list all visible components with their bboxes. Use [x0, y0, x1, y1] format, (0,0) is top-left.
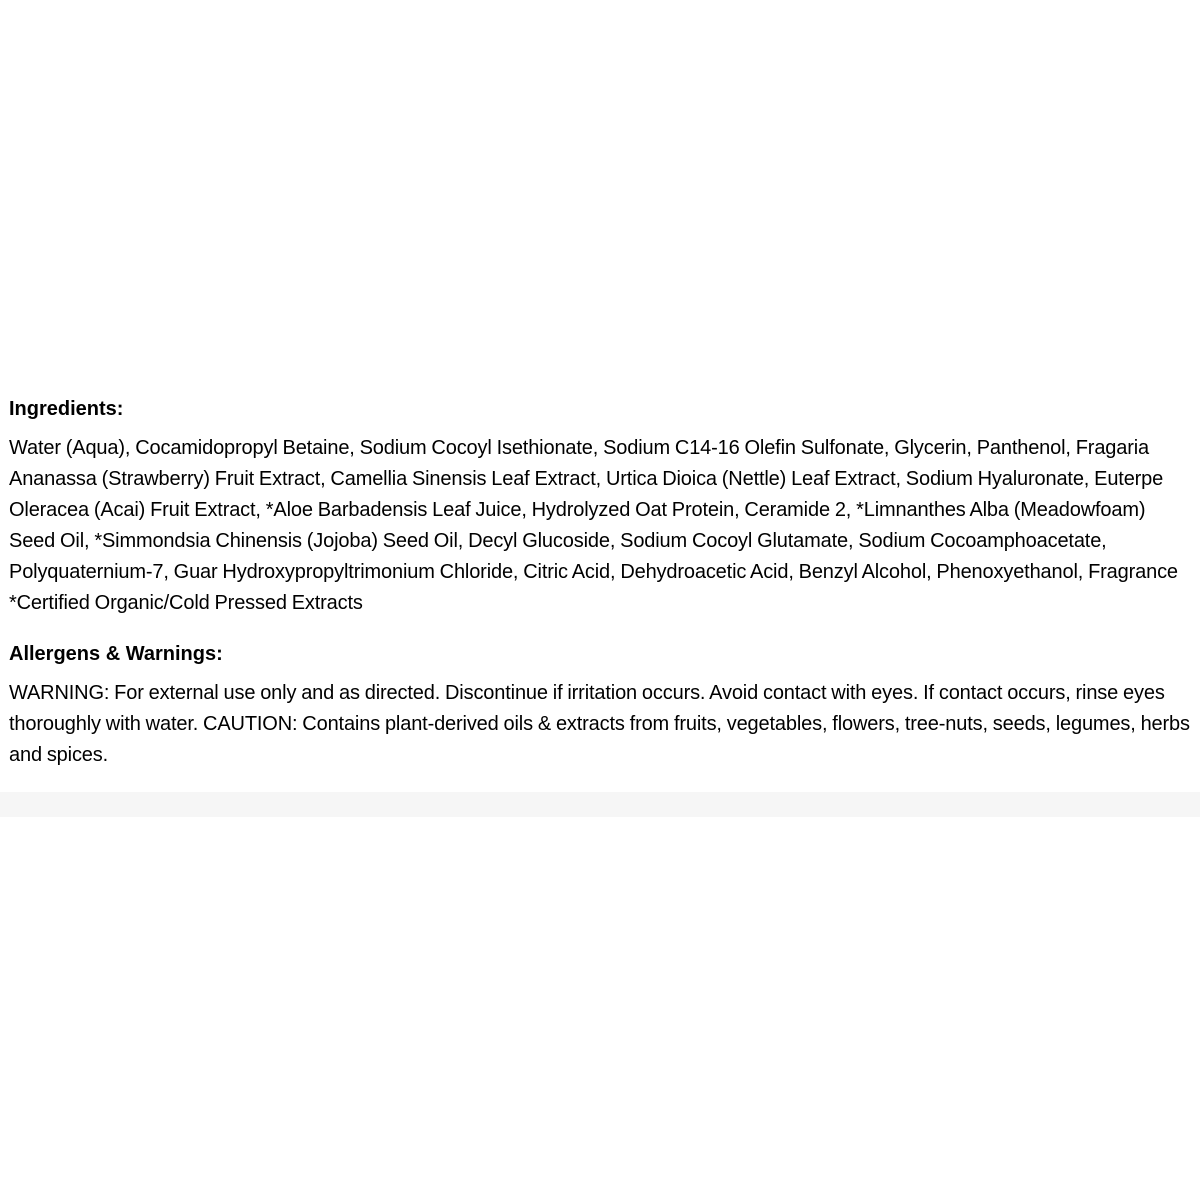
ingredients-heading: Ingredients:	[9, 398, 124, 420]
warnings-heading: Allergens & Warnings:	[9, 643, 223, 665]
section-divider	[0, 792, 1200, 817]
warnings-section	[9, 641, 1194, 771]
warnings-text: WARNING: For external use only and as directed. Discontinue if irritation occurs. Avoid contact with eyes. If contact occurs, rinse eyes thoroughly with water. CAUTION: Contains plant-derived oils & extracts from fruits, vegetables, flowers, tree-nuts, seeds, legumes, herbs and spices.	[9, 682, 1190, 766]
ingredients-section	[9, 396, 1194, 619]
ingredients-list: Water (Aqua), Cocamidopropyl Betaine, Sodium Cocoyl Isethionate, Sodium C14-16 Olefin Sulfonate, Glycerin, Panthenol, Fragaria Ananassa (Strawberry) Fruit Extract, Camellia Sinensis Leaf Extract, Urtica Dioica (Nettle) Leaf Extract, Sodium Hyaluronate, Euterpe Oleracea (Acai) Fruit Extract, *Aloe Barbadensis Leaf Juice, Hydrolyzed Oat Protein, Ceramide 2, *Limnanthes Alba (Meadowfoam) Seed Oil, *Simmondsia Chinensis (Jojoba) Seed Oil, Decyl Glucoside, Sodium Cocoyl Glutamate, Sodium Cocoamphoacetate, Polyquaternium-7, Guar Hydroxypropyltrimonium Chloride, Citric Acid, Dehydroacetic Acid, Benzyl Alcohol, Phenoxyethanol, Fragrance *Certified Organic/Cold Pressed Extracts	[9, 437, 1178, 614]
